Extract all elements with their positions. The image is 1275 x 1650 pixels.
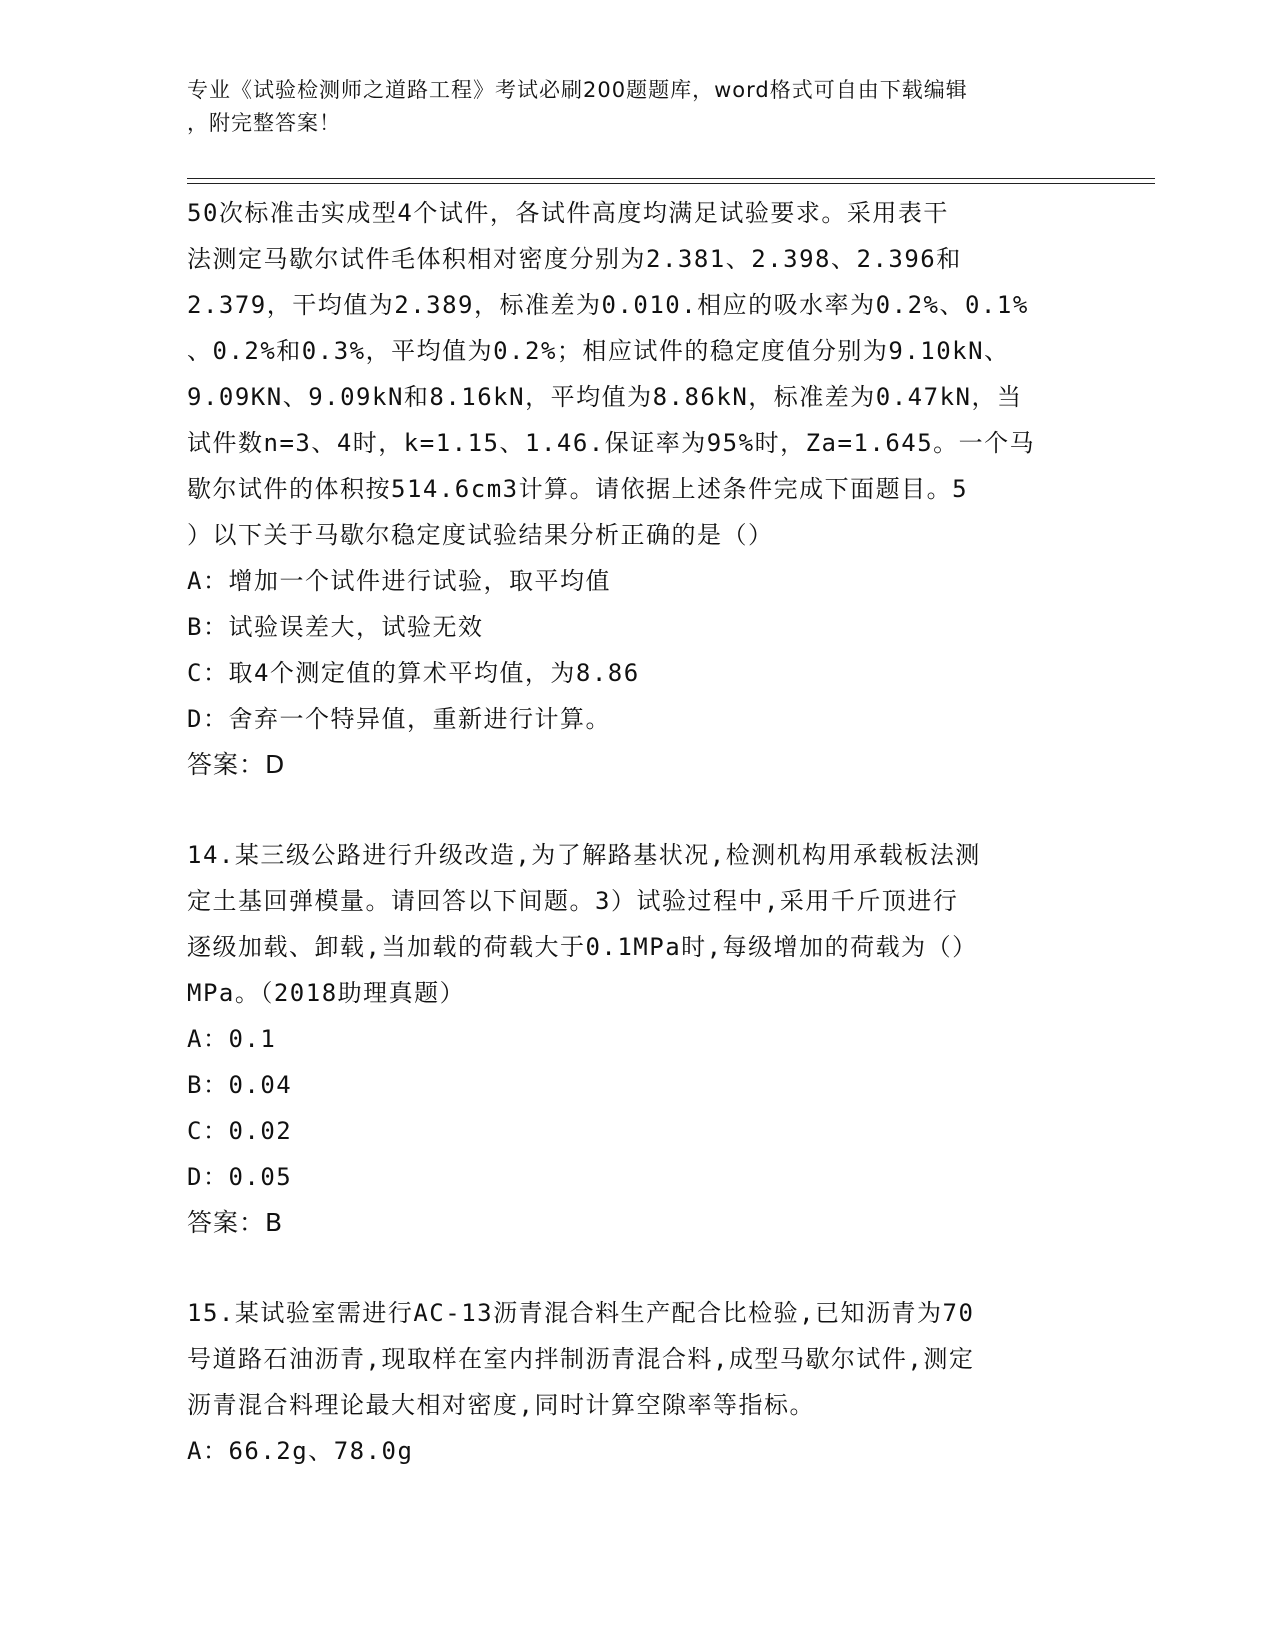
question-text-line: 50次标准击实成型4个试件，各试件高度均满足试验要求。采用表干 bbox=[187, 199, 949, 227]
answer: 答案：D bbox=[187, 750, 286, 779]
document-body bbox=[187, 190, 1087, 1474]
option-b: B：0.04 bbox=[187, 1071, 293, 1099]
option-a: A：0.1 bbox=[187, 1025, 277, 1053]
question-text-line: 号道路石油沥青,现取样在室内拌制沥青混合料,成型马歇尔试件,测定 bbox=[187, 1345, 975, 1373]
question-14 bbox=[187, 832, 1087, 1246]
spacer bbox=[187, 788, 1087, 832]
question-text-line: 试件数n=3、4时，k=1.15、1.46.保证率为95%时，Za=1.645。一个马 bbox=[187, 429, 1036, 457]
question-text-line: 定土基回弹模量。请回答以下间题。3）试验过程中,采用千斤顶进行 bbox=[187, 887, 959, 915]
header-line-1: 专业《试验检测师之道路工程》考试必刷200题题库，word格式可自由下载编辑 bbox=[187, 78, 968, 102]
spacer bbox=[187, 1246, 1087, 1290]
question-text-line: 14.某三级公路进行升级改造,为了解路基状况,检测机构用承载板法测 bbox=[187, 841, 981, 869]
question-text-line: 法测定马歇尔试件毛体积相对密度分别为2.381、2.398、2.396和 bbox=[187, 245, 962, 273]
question-text-line: 2.379，干均值为2.389，标准差为0.010.相应的吸水率为0.2%、0.1% bbox=[187, 291, 1029, 319]
answer: 答案：B bbox=[187, 1208, 284, 1237]
option-a: A：增加一个试件进行试验，取平均值 bbox=[187, 567, 611, 595]
option-c: C：取4个测定值的算术平均值，为8.86 bbox=[187, 659, 640, 687]
option-d: D：舍弃一个特异值，重新进行计算。 bbox=[187, 705, 611, 733]
option-c: C：0.02 bbox=[187, 1117, 293, 1145]
question-text-line: 歇尔试件的体积按514.6cm3计算。请依据上述条件完成下面题目。5 bbox=[187, 475, 969, 503]
header-divider-bottom bbox=[187, 183, 1155, 184]
question-text-line: 沥青混合料理论最大相对密度,同时计算空隙率等指标。 bbox=[187, 1391, 815, 1419]
header-divider-top bbox=[187, 178, 1155, 179]
question-text-line: 15.某试验室需进行AC-13沥青混合料生产配合比检验,已知沥青为70 bbox=[187, 1299, 975, 1327]
question-text-line: 逐级加载、卸载,当加载的荷载大于0.1MPa时,每级增加的荷载为（） bbox=[187, 933, 978, 961]
question-13 bbox=[187, 190, 1087, 788]
option-a: A：66.2g、78.0g bbox=[187, 1437, 414, 1465]
question-text-line: MPa。（2018助理真题） bbox=[187, 979, 466, 1007]
question-text-line: 、0.2%和0.3%，平均值为0.2%；相应试件的稳定度值分别为9.10kN、 bbox=[187, 337, 1010, 365]
question-15 bbox=[187, 1290, 1087, 1474]
header-line-2: ，附完整答案！ bbox=[187, 111, 341, 135]
question-text-line: ）以下关于马歇尔稳定度试验结果分析正确的是（） bbox=[187, 521, 774, 549]
option-d: D：0.05 bbox=[187, 1163, 293, 1191]
option-b: B：试验误差大，试验无效 bbox=[187, 613, 484, 641]
document-header bbox=[187, 74, 1087, 140]
question-text-line: 9.09KN、9.09kN和8.16kN，平均值为8.86kN，标准差为0.47kN，当 bbox=[187, 383, 1023, 411]
